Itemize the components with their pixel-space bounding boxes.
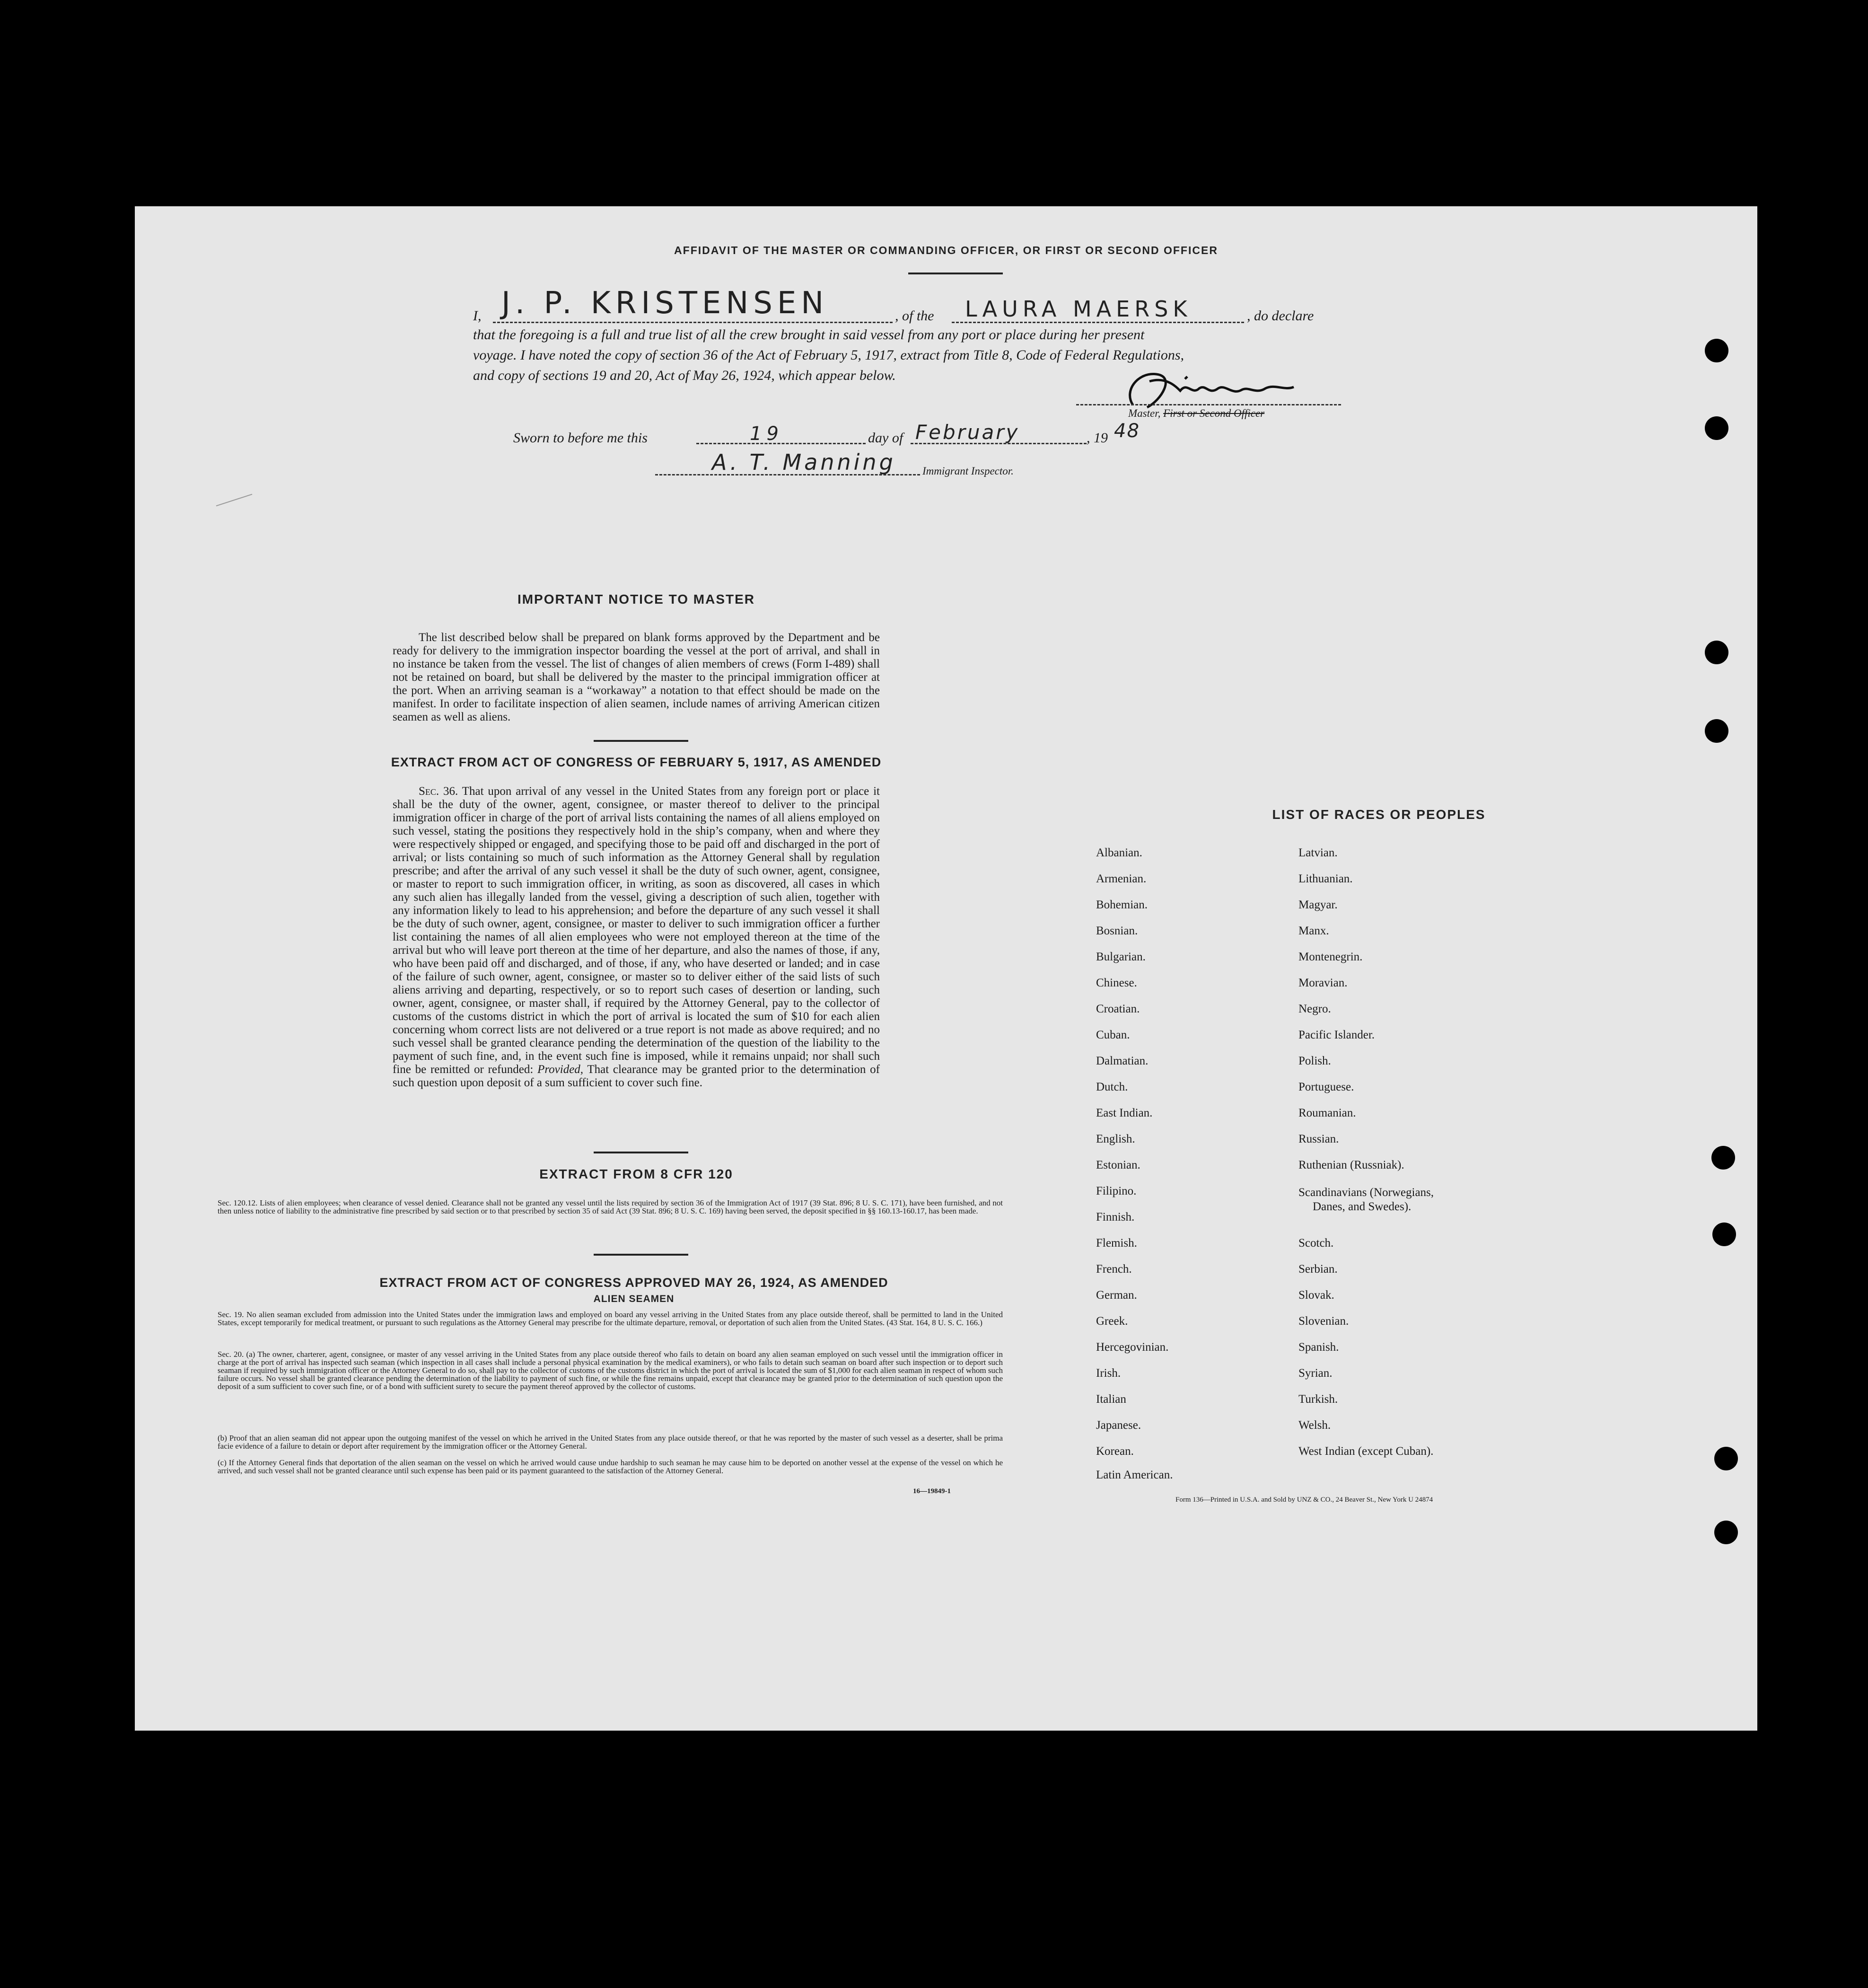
- race-item: Danes, and Swedes).: [1313, 1200, 1412, 1213]
- inspector-signature: A. T. Manning: [712, 449, 896, 475]
- race-item: Bulgarian.: [1096, 950, 1146, 963]
- race-item: Croatian.: [1096, 1003, 1140, 1015]
- master-name: J. P. KRISTENSEN: [501, 286, 829, 321]
- inspector-title: Immigrant Inspector.: [922, 465, 1014, 477]
- race-item: Albanian.: [1096, 846, 1142, 859]
- race-item: Polish.: [1298, 1055, 1331, 1067]
- race-item: Portuguese.: [1298, 1081, 1354, 1093]
- extract-cfr-title: EXTRACT FROM 8 CFR 120: [539, 1167, 733, 1181]
- master-signature-text: [1105, 362, 1109, 363]
- race-item: Filipino.: [1096, 1185, 1137, 1197]
- race-item: Magyar.: [1298, 898, 1338, 911]
- divider-3: [594, 1254, 688, 1256]
- binder-hole: [1712, 1223, 1736, 1246]
- binder-hole: [1714, 1521, 1738, 1544]
- race-item: Slovenian.: [1298, 1315, 1349, 1328]
- race-item: Welsh.: [1298, 1419, 1331, 1432]
- binder-hole: [1705, 641, 1728, 664]
- form-code: 16—19849-1: [913, 1487, 951, 1495]
- sec-20a-text: Sec. 20. (a) The owner, charterer, agent, consignee, or master of any vessel arriving in the United States from any place outside thereof who fails to detain on board any alien seaman employed on such vessel until the immigration officer in charge at the port of arrival has inspected such seaman (which inspection in all cases shall include a personal physical examination by the medical examiners), or who fails to detain such seaman on board after such inspection or to deport such seaman if required by such immigration officer or the Attorney General to do so, shall pay to the collector of customs of the customs district in which the port of arrival is located the sum of $1,000 for each alien seaman in respect of whom such failure occurs. No vessel shall be granted clearance pending the determination of the liability to payment of such fine, or while the fine remains unpaid, except that clearance may be granted prior to the determination of such question upon the deposit of a sum sufficient to cover such fine, or of a bond with sufficient surety to secure the payment thereof approved by the collector of customs.: [218, 1350, 1003, 1391]
- notice-body: The list described below shall be prepared on blank forms approved by the Department and be ready for delivery to the immigration inspector boarding the vessel at the port of arrival, and shall in no instance be taken from the vessel. The list of changes of alien members of crews (Form I-489) shall not be retained on board, but shall be delivered by the master to the principal immigration officer at the port. When an arriving seaman is a “workaway” a notation to that effect should be made on the manifest. In order to facilitate inspection of alien seamen, include names of arriving American citizen seamen as well as aliens.: [393, 631, 880, 723]
- race-item: Syrian.: [1298, 1367, 1333, 1380]
- race-item: Roumanian.: [1298, 1107, 1356, 1119]
- sec-36-text-end: That clearance may be granted prior to the determination of such question upon deposit of a sum sufficient to cover such fine.: [393, 1063, 880, 1089]
- affidavit-do-declare: , do declare: [1247, 308, 1314, 324]
- sec-36-text: That upon arrival of any vessel in the United States from any foreign port or place it shall be the duty of the owner, agent, consignee, or master thereof to deliver to the principal immigration officer in charge of the port of arrival lists containing the names of all aliens employed on such vessel, stating the positions they respectively hold in the ship’s company, when and where they were respectively shipped or engaged, and specifying those to be paid off and discharged in the port of arrival; or lists containing so much of such information as the Attorney General shall by regulation prescribe; and after the arrival of any such vessel it shall be the duty of such owner, agent, consignee, or master to report to such immigration officer, in writing, as soon as discovered, all cases in which any such alien has illegally landed from the vessel, giving a description of such alien, together with any information likely to lead to his apprehension; and before the departure of any such vessel it shall be the duty of such owner, agent, consignee, or master to deliver to such immigration officer a further list containing the names of all alien employees who were not employed thereon at the time of the arrival but who will leave port thereon at the time of her departure, and also the names of those, if any, who have been paid off and discharged, and of those, if any, who have deserted or landed; and in case of the failure of such owner, agent, consignee, or master so to deliver either of the said lists of such aliens arriving and departing, respectively, or so to report such cases of desertion or landing, such owner, agent, consignee, or master shall, if required by the Attorney General, pay to the collector of customs of the customs district in which the port of arrival is located the sum of $10 for each alien concerning whom correct lists are not delivered or a true report is not made as above required; and no such vessel shall be granted clearance pending the determination of the question of the liability to the payment of such fine, and, in the event such fine is imposed, while it remains unpaid; nor shall such fine be remitted or refunded:: [393, 785, 880, 1076]
- race-item: Irish.: [1096, 1367, 1121, 1380]
- race-item: Manx.: [1298, 924, 1329, 937]
- race-item: German.: [1096, 1289, 1137, 1302]
- affidavit-line-3: voyage. I have noted the copy of section 36 of the Act of February 5, 1917, extract from Title 8, Code of Federal Regulations,: [473, 347, 1184, 363]
- race-item: Pacific Islander.: [1298, 1029, 1375, 1041]
- sworn-line: [513, 420, 1175, 452]
- extract-1924-title: EXTRACT FROM ACT OF CONGRESS APPROVED MAY 26, 1924, AS AMENDED: [379, 1275, 888, 1290]
- binder-hole: [1714, 1447, 1738, 1470]
- sworn-day-of: day of: [868, 430, 903, 446]
- vessel-name: LAURA MAERSK: [965, 296, 1192, 322]
- affidavit-title: AFFIDAVIT OF THE MASTER OR COMMANDING OFFICER, OR FIRST OR SECOND OFFICER: [674, 244, 1218, 256]
- sec-19-text: Sec. 19. No alien seaman excluded from admission into the United States under the immigration laws and employed on board any vessel arriving in the United States from any place outside thereof, shall be permitted to land in the United States, except temporarily for medical treatment, or pursuant to such regulations as the Attorney General may prescribe for the ultimate departure, removal, or deportation of such alien from the United States. (43 Stat. 164, 8 U. S. C. 166.): [218, 1310, 1003, 1327]
- race-item: Spanish.: [1298, 1341, 1339, 1354]
- signer-title: [1128, 403, 1264, 423]
- race-item: Lithuanian.: [1298, 872, 1353, 885]
- race-item: East Indian.: [1096, 1107, 1153, 1119]
- race-item: Serbian.: [1298, 1263, 1338, 1275]
- sec-20c-text: (c) If the Attorney General finds that deportation of the alien seaman on the vessel on which he arrived would cause undue hardship to such seaman he may cause him to be deported on another vessel at the expense of the vessel on which he arrived, and such vessel shall not be granted clearance until such expense has been paid or its payment guaranteed to the satisfaction of the Attorney General.: [218, 1458, 1003, 1475]
- race-item: Slovak.: [1298, 1289, 1334, 1302]
- race-item: Cuban.: [1096, 1029, 1130, 1041]
- printer-footer: Form 136—Printed in U.S.A. and Sold by UNZ & CO., 24 Beaver St., New York U 24874: [1175, 1496, 1433, 1504]
- extract-1924-subtitle: ALIEN SEAMEN: [593, 1293, 675, 1304]
- binder-hole: [1711, 1146, 1735, 1170]
- divider-1: [594, 740, 688, 742]
- race-item: Korean.: [1096, 1445, 1134, 1458]
- race-item: Latvian.: [1298, 846, 1338, 859]
- race-item: Chinese.: [1096, 976, 1137, 989]
- race-item: Turkish.: [1298, 1393, 1338, 1406]
- extract-1917-body: [393, 785, 880, 1090]
- affidavit-line-4: and copy of sections 19 and 20, Act of May 26, 1924, which appear below.: [473, 368, 896, 383]
- affidavit-prefix: I,: [473, 308, 482, 324]
- extract-cfr-body: Sec. 120.12. Lists of alien employees; when clearance of vessel denied. Clearance shall not be granted any vessel until the lists required by section 36 of the Immigration Act of 1917 (39 Stat. 896; 8 U. S. C. 171), have been furnished, and not then unless notice of liability to the administrative fine prescribed by said section or to that prescribed by section 35 of said Act (39 Stat. 896; 8 U. S. C. 169) having been served, the deposit specified in §§ 160.13-160.17, has been made.: [218, 1198, 1003, 1215]
- race-item: Greek.: [1096, 1315, 1128, 1328]
- affidavit-line-2: that the foregoing is a full and true list of all the crew brought in said vessel from any port or place during her present: [473, 327, 1145, 343]
- sworn-day: 19: [750, 423, 783, 445]
- race-item: Scotch.: [1298, 1237, 1334, 1249]
- race-item: Russian.: [1298, 1133, 1339, 1145]
- race-item: French.: [1096, 1263, 1132, 1275]
- race-item: Flemish.: [1096, 1237, 1137, 1249]
- title-rule: [908, 273, 1003, 274]
- document-page: [135, 206, 1757, 1731]
- sworn-year-prefix: , 19: [1087, 430, 1108, 446]
- race-item: Bosnian.: [1096, 924, 1138, 937]
- race-item: Armenian.: [1096, 872, 1147, 885]
- signer-title-master: Master,: [1128, 407, 1161, 419]
- race-item: Ruthenian (Russniak).: [1298, 1159, 1404, 1171]
- race-item: Japanese.: [1096, 1419, 1141, 1432]
- race-item: Latin American.: [1096, 1469, 1173, 1481]
- sworn-prefix: Sworn to before me this: [513, 430, 648, 446]
- race-item: Dalmatian.: [1096, 1055, 1149, 1067]
- race-item: Montenegrin.: [1298, 950, 1363, 963]
- binder-hole: [1705, 339, 1728, 362]
- race-item: Italian: [1096, 1393, 1126, 1406]
- race-item: English.: [1096, 1133, 1135, 1145]
- signer-title-struck: First or Second Officer: [1163, 407, 1265, 419]
- scan-mark: [216, 494, 253, 507]
- race-item: Finnish.: [1096, 1211, 1135, 1223]
- race-item: Bohemian.: [1096, 898, 1148, 911]
- vessel-blank: [952, 322, 1244, 323]
- races-left-column: [1096, 846, 1285, 1489]
- sworn-month: February: [915, 421, 1020, 444]
- affidavit-line-1: [473, 286, 1429, 325]
- races-right-column: [1298, 846, 1563, 1470]
- sec-20b-text: (b) Proof that an alien seaman did not appear upon the outgoing manifest of the vessel on which he arrived in the United States from any place outside thereof, or that he was reported by the master of such vessel as a deserter, shall be prima facie evidence of a failure to detain or deport after requirement by the immigration officer or the Attorney General.: [218, 1434, 1003, 1451]
- notice-title: IMPORTANT NOTICE TO MASTER: [517, 592, 755, 607]
- provided-label: Provided,: [537, 1063, 584, 1076]
- name-blank: [493, 322, 893, 323]
- extract-1917-title: EXTRACT FROM ACT OF CONGRESS OF FEBRUARY 5, 1917, AS AMENDED: [391, 755, 882, 769]
- binder-hole: [1705, 416, 1728, 440]
- race-item: Negro.: [1298, 1003, 1331, 1015]
- divider-2: [594, 1152, 688, 1153]
- race-item: Scandinavians (Norwegians,: [1298, 1186, 1434, 1199]
- race-item: Hercegovinian.: [1096, 1341, 1169, 1354]
- binder-hole: [1705, 719, 1728, 743]
- affidavit-of-the: , of the: [895, 308, 934, 324]
- race-item: West Indian (except Cuban).: [1298, 1445, 1434, 1458]
- races-title: LIST OF RACES OR PEOPLES: [1272, 807, 1486, 822]
- sec-36-label: Sec. 36.: [419, 785, 458, 798]
- race-item: Moravian.: [1298, 976, 1348, 989]
- race-item: Estonian.: [1096, 1159, 1140, 1171]
- sworn-year: 48: [1114, 420, 1140, 442]
- race-item: Dutch.: [1096, 1081, 1128, 1093]
